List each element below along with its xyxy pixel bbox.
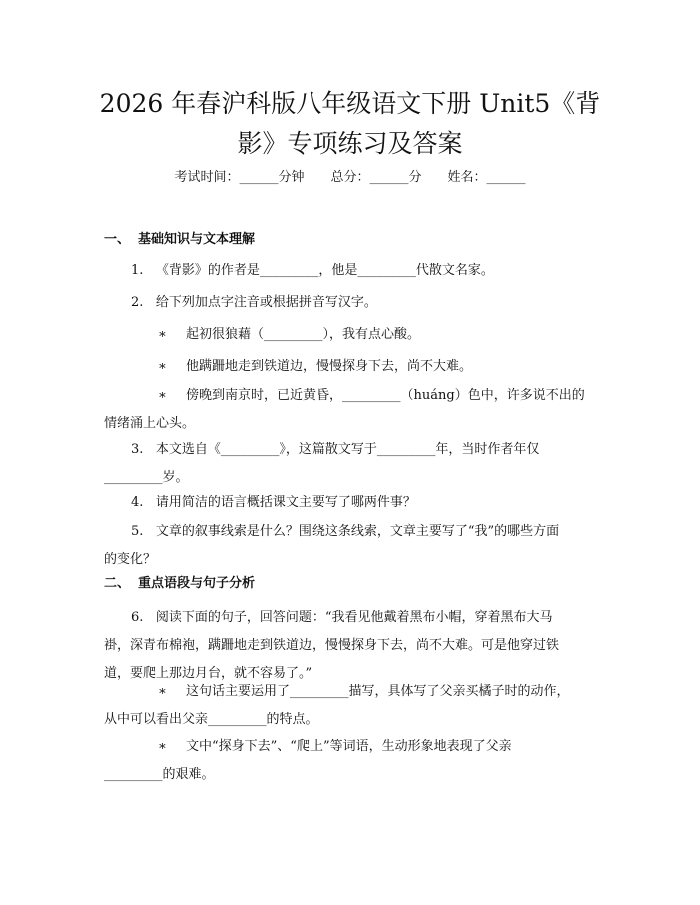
question-text-line-1: 本文选自《_________》，这篇散文写于_________年，当时作者年仅 [155, 442, 540, 457]
section-number: 一、 [104, 232, 131, 247]
section-number: 二、 [104, 576, 131, 591]
document-title [60, 84, 640, 164]
section-title: 基础知识与文本理解 [138, 232, 256, 247]
question-text-line-2: 褂，深青布棉袍，蹒跚地走到铁道边，慢慢探身下去，尚不大难。可是他穿过铁 [104, 638, 560, 653]
sub-item-2a [104, 321, 598, 349]
exam-name-field: 姓名：______ [447, 170, 526, 185]
question-text: 给下列加点字注音或根据拼音写汉字。 [155, 295, 377, 310]
question-number: 3. [131, 442, 144, 457]
question-number: 6. [131, 610, 144, 625]
sub-item-text: 他蹒跚地走到铁道边，慢慢探身下去，尚不大难。 [186, 359, 473, 374]
bullet-icon: ∗ [158, 739, 167, 754]
bullet-icon: ∗ [158, 684, 167, 699]
question-5 [104, 518, 598, 574]
bullet-icon: ∗ [158, 388, 167, 403]
sub-item-6b [104, 733, 598, 789]
exam-time-field: 考试时间：______分钟 [174, 170, 305, 185]
question-text-line-1: 阅读下面的句子，回答问题：“我看见他戴着黑布小帽，穿着黑布大马 [155, 610, 553, 625]
sub-item-text-line-2: _________的艰难。 [104, 767, 215, 782]
exam-info [0, 168, 700, 188]
section-heading-1 [104, 230, 255, 250]
section-title: 重点语段与句子分析 [138, 576, 256, 591]
question-2 [104, 289, 598, 317]
title-line-1: 2026 年春沪科版八年级语文下册 Unit5《背 [99, 89, 601, 118]
question-number: 5. [131, 524, 144, 539]
bullet-icon: ∗ [158, 359, 167, 374]
question-text-line-3: 道，要爬上那边月台，就不容易了。” [104, 666, 313, 681]
question-6 [104, 604, 598, 688]
sub-item-6a [104, 678, 598, 734]
section-heading-2 [104, 574, 255, 594]
bullet-icon: ∗ [158, 327, 167, 342]
question-number: 1. [131, 263, 144, 278]
sub-item-2c [104, 382, 598, 438]
question-4 [104, 489, 598, 517]
question-number: 4. [131, 495, 144, 510]
exam-score-field: 总分：______分 [330, 170, 422, 185]
sub-item-2b [104, 353, 598, 381]
question-text: 请用简洁的语言概括课文主要写了哪两件事？ [155, 495, 416, 510]
sub-item-text-line-1: 文中“探身下去”、“爬上”等词语，生动形象地表现了父亲 [186, 739, 512, 754]
sub-item-text-line-2: 情绪涌上心头。 [104, 416, 196, 431]
sub-item-text-line-1: 这句话主要运用了_________描写，具体写了父亲买橘子时的动作， [186, 684, 570, 699]
sub-item-text-line-1: 傍晚到南京时，已近黄昏，_________（huáng）色中，许多说不出的 [186, 388, 585, 403]
question-text-line-2: _________岁。 [104, 470, 189, 485]
question-3 [104, 436, 598, 492]
sub-item-text: 起初很狼藉（_________），我有点心酸。 [186, 327, 421, 342]
question-text: 《背影》的作者是_________，他是_________代散文名家。 [155, 263, 494, 278]
question-1 [104, 257, 598, 285]
title-line-2: 影》专项练习及答案 [237, 129, 463, 158]
question-text-line-2: 的变化？ [104, 552, 157, 567]
question-number: 2. [131, 295, 144, 310]
question-text-line-1: 文章的叙事线索是什么？围绕这条线索，文章主要写了“我”的哪些方面 [155, 524, 560, 539]
sub-item-text-line-2: 从中可以看出父亲_________的特点。 [104, 712, 319, 727]
